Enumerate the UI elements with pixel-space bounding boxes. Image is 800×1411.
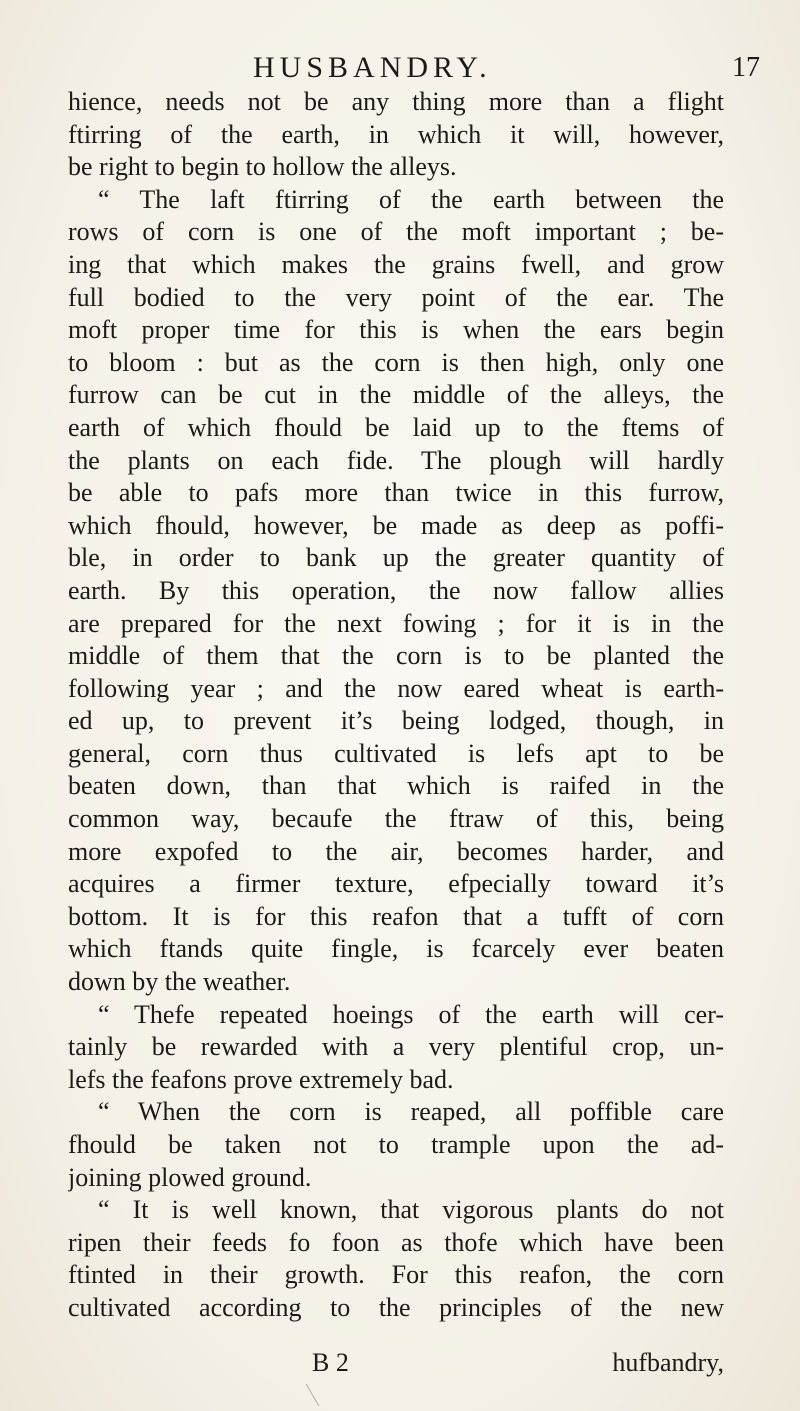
text-line: ftirring of the earth, in which it will, however, [68, 119, 724, 149]
text-line: ing that which makes the grains fwell, and grow [68, 249, 724, 279]
text-line: fhould be taken not to trample upon the ad- [68, 1130, 724, 1159]
text-line: down by the weather. [68, 967, 291, 997]
text-line: full bodied to the very point of the ear. The [68, 282, 724, 312]
page-number: 17 [732, 52, 760, 83]
text-line: furrow can be cut in the middle of the alleys, the [68, 380, 724, 410]
text-line: the plants on each fide. The plough will hardly [68, 445, 724, 475]
text-line: which fhould, however, be made as deep as poffi- [68, 510, 724, 540]
text-line: “ Thefe repeated hoeings of the earth will cer- [98, 999, 724, 1029]
text-line: acquires a firmer texture, efpecially toward it’s [68, 869, 724, 899]
text-line: earth of which fhould be laid up to the ftems of [68, 412, 724, 442]
text-line: general, corn thus cultivated is lefs apt to be [68, 738, 724, 768]
text-line: moft proper time for this is when the ears begin [68, 315, 724, 345]
text-line: more expofed to the air, becomes harder, and [68, 836, 724, 866]
text-line: “ The laft ftirring of the earth between the [98, 184, 724, 214]
text-line: bottom. It is for this reafon that a tufft of corn [68, 901, 724, 931]
text-line: which ftands quite fingle, is fcarcely ever beaten [68, 934, 724, 964]
text-line: ftinted in their growth. For this reafon, the corn [68, 1260, 724, 1290]
text-line: joining plowed ground. [68, 1162, 312, 1192]
text-line: “ When the corn is reaped, all poffible care [98, 1097, 724, 1127]
body-text [68, 86, 724, 1325]
text-line: following year ; and the now eared wheat is earth- [68, 673, 724, 703]
text-line: hience, needs not be any thing more than a flight [68, 87, 724, 116]
catchword: hufbandry, [612, 1348, 724, 1377]
text-line: lefs the feafons prove extremely bad. [68, 1064, 454, 1094]
text-line: middle of them that the corn is to be planted the [68, 641, 724, 671]
text-line: “ It is well known, that vigorous plants do not [98, 1195, 724, 1225]
text-line: to bloom : but as the corn is then high, only one [68, 347, 724, 377]
text-line: be able to pafs more than twice in this furrow, [68, 478, 724, 508]
text-line: earth. By this operation, the now fallow allies [68, 575, 724, 605]
text-line: ripen their feeds fo foon as thofe which have been [68, 1227, 724, 1257]
text-line: tainly be rewarded with a very plentiful crop, un- [68, 1032, 724, 1062]
text-line: cultivated according to the principles of the new [68, 1292, 724, 1322]
text-line: ble, in order to bank up the greater quantity of [68, 543, 724, 573]
text-line: ed up, to prevent it’s being lodged, though, in [68, 706, 724, 736]
page-header [0, 48, 800, 88]
text-line: are prepared for the next fowing ; for it is in the [68, 608, 724, 638]
text-line: be right to begin to hollow the alleys. [68, 152, 457, 182]
signature-mark: B 2 [312, 1348, 349, 1377]
stray-ink-mark [306, 1384, 330, 1406]
text-line: rows of corn is one of the moft important ; be- [68, 217, 724, 247]
page-footer [68, 1346, 724, 1379]
running-head: HUSBANDRY. [253, 51, 492, 84]
text-line: beaten down, than that which is raifed in the [68, 771, 724, 801]
text-line: common way, becaufe the ftraw of this, being [68, 804, 724, 834]
